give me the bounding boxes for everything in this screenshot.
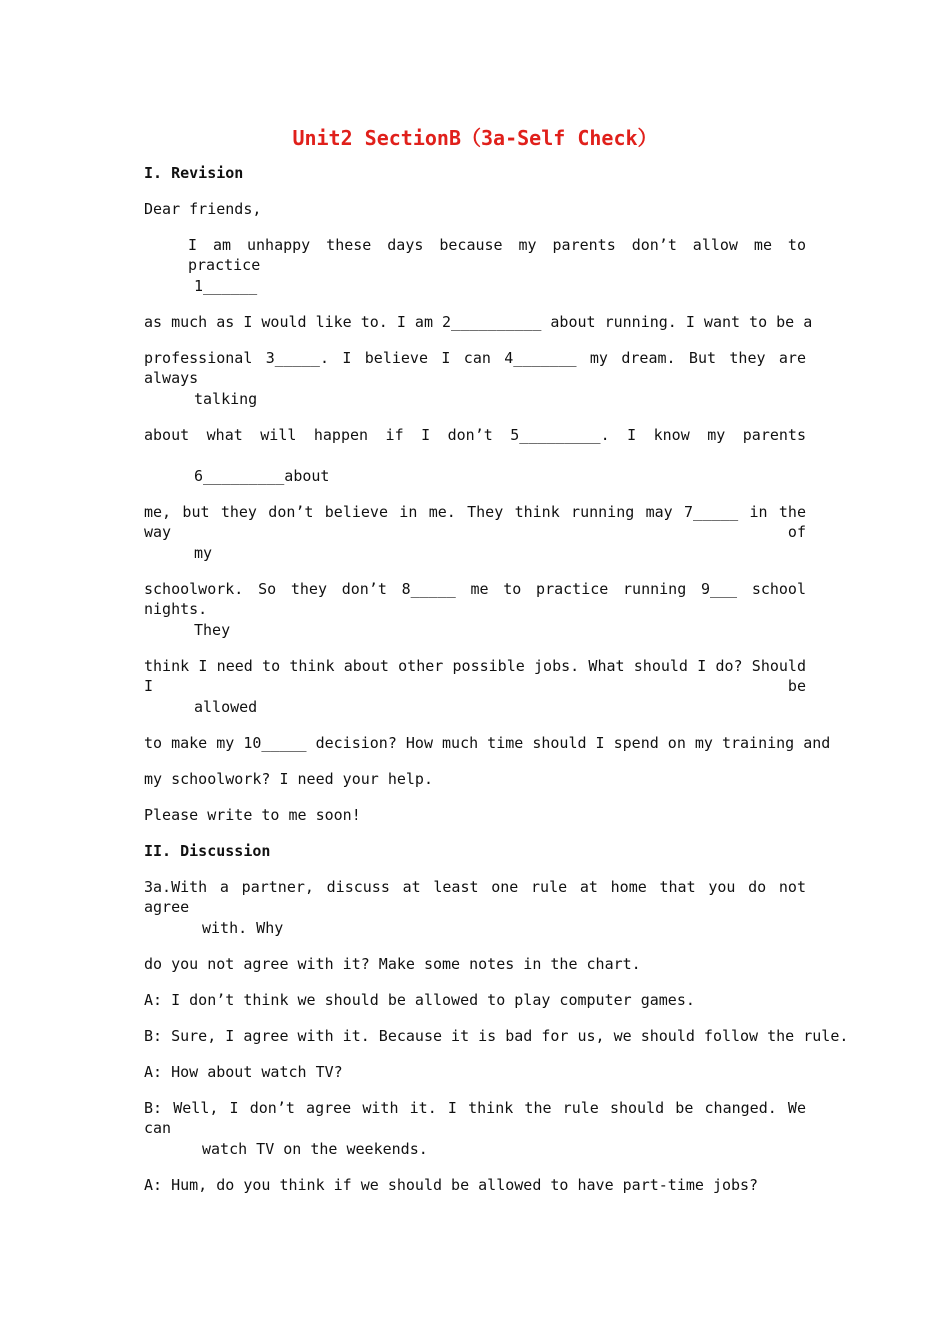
dialogue-line: A: I don’t think we should be allowed to play computer games. — [144, 991, 695, 1009]
letter-line: about what will happen if I don’t 5_________. I know my parents — [144, 426, 806, 444]
letter-line: I am unhappy these days because my parents don’t allow me to practice — [188, 236, 806, 274]
dialogue-line: watch TV on the weekends. — [202, 1140, 428, 1158]
letter-line: my schoolwork? I need your help. — [144, 770, 433, 788]
letter-line: professional 3_____. I believe I can 4_______ my dream. But they are always — [144, 349, 806, 387]
section-heading-discussion: II. Discussion — [144, 842, 271, 860]
letter-line: talking — [194, 390, 258, 408]
letter-line: schoolwork. So they don’t 8_____ me to practice running 9___ school nights. — [144, 580, 806, 618]
dialogue-line: B: Well, I don’t agree with it. I think the rule should be changed. We can — [144, 1099, 806, 1137]
letter-salutation: Dear friends, — [144, 200, 262, 218]
letter-line: 1______ — [194, 277, 258, 295]
section-heading-revision: I. Revision — [144, 164, 244, 182]
letter-line: 6_________about — [194, 467, 330, 485]
letter-line: think I need to think about other possible jobs. What should I do? Should I be — [144, 657, 806, 695]
letter-line: me, but they don’t believe in me. They think running may 7_____ in the way of — [144, 503, 806, 541]
letter-line: to make my 10_____ decision? How much time should I spend on my training and — [144, 734, 831, 752]
page-title: Unit2 SectionB（3a-Self Check） — [292, 126, 658, 150]
dialogue-line: B: Sure, I agree with it. Because it is bad for us, we should follow the rule. — [144, 1027, 849, 1045]
dialogue-line: A: How about watch TV? — [144, 1063, 343, 1081]
dialogue-line: A: Hum, do you think if we should be allowed to have part-time jobs? — [144, 1176, 759, 1194]
letter-line: allowed — [194, 698, 258, 716]
discussion-line: do you not agree with it? Make some notes in the chart. — [144, 955, 641, 973]
letter-line: as much as I would like to. I am 2__________ about running. I want to be a — [144, 313, 813, 331]
discussion-line: with. Why — [202, 919, 284, 937]
discussion-line: 3a.With a partner, discuss at least one rule at home that you do not agree — [144, 878, 806, 916]
letter-closing: Please write to me soon! — [144, 806, 361, 824]
letter-line: my — [194, 544, 213, 562]
letter-line: They — [194, 621, 231, 639]
